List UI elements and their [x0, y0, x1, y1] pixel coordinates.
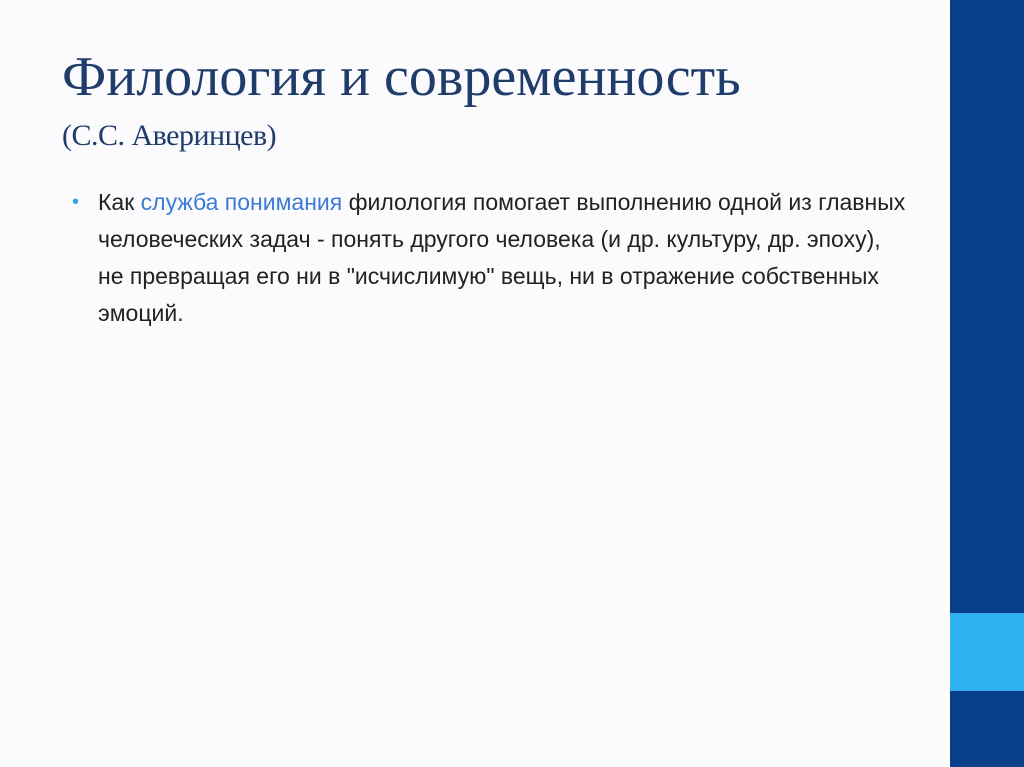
bullet-item	[72, 184, 912, 332]
bullet-marker: •	[72, 191, 80, 213]
side-bar-accent	[950, 613, 1024, 691]
slide-subtitle: (С.С. Аверинцев)	[62, 119, 277, 152]
bullet-lead-text: Как	[98, 189, 141, 215]
bullet-highlight-text: служба понимания	[140, 189, 343, 215]
bullet-rest-text: филология помогает выполнению одной из главных человеческих задач - понять другого человека (и др. культуру, др. эпоху), не превращая его ни в "исчислимую" вещь, ни в отражение собственных эмоций.	[98, 189, 906, 326]
slide-title: Филология и современность	[62, 46, 741, 108]
bullet-list	[72, 184, 912, 332]
